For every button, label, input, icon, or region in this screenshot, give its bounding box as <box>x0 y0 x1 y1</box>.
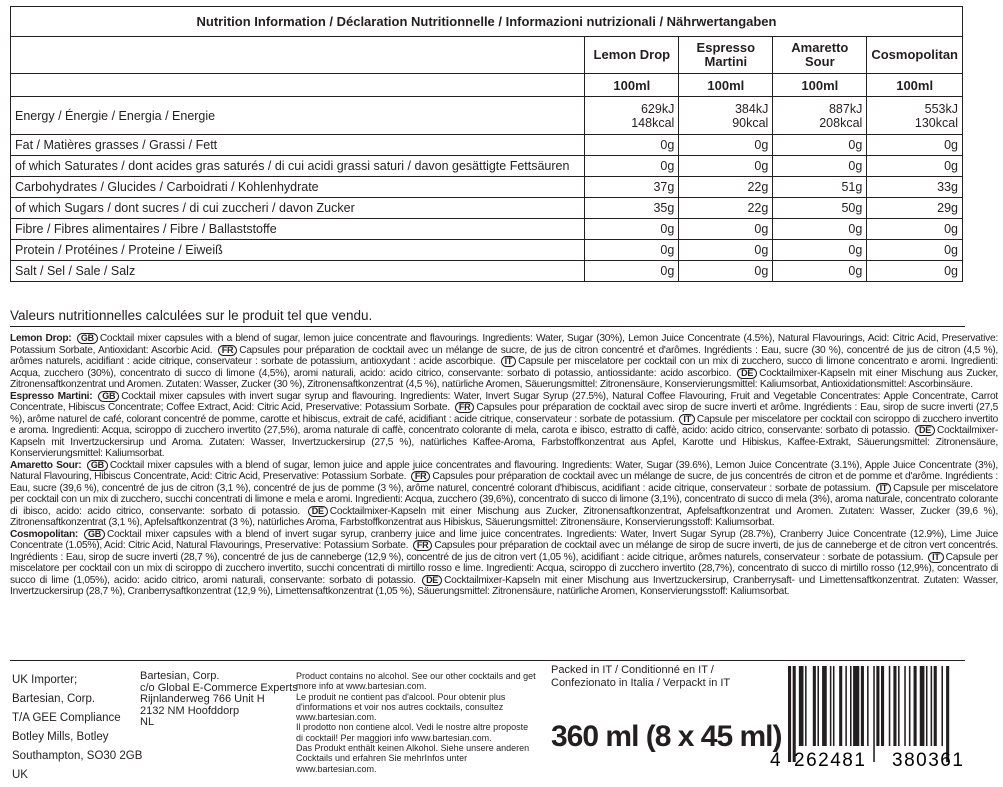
language-badge: GB <box>84 529 105 540</box>
nutrient-value: 0g <box>773 261 867 282</box>
barcode-bar <box>793 666 796 762</box>
nutrient-value: 0g <box>773 156 867 177</box>
nutrient-row <box>11 135 963 156</box>
ingredients-text: Cocktail mixer capsules with a blend of sugar, lemon juice concentrate and flavourings. Ingredients: Water, Sugar (30%), Lemon Juice Concentrate (4.5%), Natural Flavourings, Acid: Citric Acid, Preservative: Potassium Sorbate, Antioxidant: Ascorbic Acid. <box>10 333 998 356</box>
energy-value <box>867 97 963 135</box>
nutrient-value: 0g <box>867 135 963 156</box>
importer-line: Botley Mills, Botley <box>12 731 109 743</box>
ingredients-text: Cocktailmixer-Kapseln mit einer Mischung aus Zucker, Zitronensaftkonzentrat, Apfelsaftkonzentrat und Aromen. Zutaten: Wasser, Zucker (39,6 %), Zitronensaftkonzentrat (3,1 %), Apfelsaftkonzentrat (3 %), natürliches Aroma, Farbstoffkonzentrat aus Hibiskus, Säuerungsmittel: Zitronensäure, Konservierungsstoff: Kaliumsorbat. <box>10 505 998 528</box>
kj-value: 553kJ <box>924 101 958 116</box>
importer-line: Southampton, SO30 2GB <box>12 750 143 762</box>
address-line: NL <box>140 716 155 728</box>
nutrient-row <box>11 240 963 261</box>
language-badge: FR <box>413 540 433 551</box>
column-lemon-drop: Lemon Drop <box>585 37 679 74</box>
address-line: Bartesian, Corp. <box>140 670 220 682</box>
column-cosmopolitan: Cosmopolitan <box>867 37 963 74</box>
energy-value <box>679 97 773 135</box>
barcode-bar <box>845 666 847 746</box>
importer-line: Bartesian, Corp. <box>12 693 96 705</box>
ingredients-paragraph <box>10 460 998 529</box>
unit-cell: 100ml <box>679 74 773 97</box>
nutrient-value: 0g <box>585 261 679 282</box>
ingredients-text: Cocktail mixer capsules with a blend of sugar, lemon juice and apple juice concentrates and flavouring. Ingredients: Water, Sugar (39.6%), Lemon Juice Concentrate (3.1%), Apple Juice Concentrate (3%), Natural Flavouring, Hibiscus Concentrate, Acid: Citric Acid, Preservative: Potassium Sorbate. <box>10 459 998 482</box>
barcode-bar <box>850 666 852 746</box>
ingredients-text: Capsules pour préparation de cocktail avec un mélange de sucre, de jus de citron concentré et d'arômes. Ingrédients : Eau, sucre (30 %), concentré de jus de citron (4,5 %), arômes naturels, acidifiant : acide citrique, conservateur : sorbate de potassium, antioxydant : acide ascorbique. <box>10 344 998 367</box>
product-name: Amaretto Sour: <box>10 459 82 471</box>
barcode-bar <box>813 666 816 746</box>
nutrient-row <box>11 261 963 282</box>
barcode-bar <box>799 666 804 746</box>
nutrient-value: 0g <box>867 219 963 240</box>
row-label: Protein / Protéines / Proteine / Eiweiß <box>11 240 585 261</box>
barcode-bar <box>914 666 917 746</box>
nutrient-value: 51g <box>773 177 867 198</box>
header-empty <box>11 37 585 74</box>
product-name: Lemon Drop: <box>10 333 72 344</box>
language-badge: GB <box>77 333 98 344</box>
product-name: Espresso Martini: <box>10 390 93 402</box>
barcode-bar <box>893 666 896 746</box>
barcode-bar <box>861 666 864 746</box>
ingredients-text: Cocktailmixer-Kapseln mit einer Mischung aus Zucker, Zitronensaftkonzentrat und Aromen. Zutaten: Wasser, Zucker (30 %), Zitronensaftkonzentrat (4,5 %), natürliche Aromen, Säuerungsmittel: Zitronensäure, Konservierungsmittel: Kaliumsorbat, Antioxidationsmittel: Ascorbinsäure. <box>10 367 999 390</box>
barcode-digits-left: 262481 <box>794 750 867 770</box>
barcode-bar <box>867 666 869 746</box>
energy-row <box>11 97 963 135</box>
ingredients-text: Capsule per miscelatore per cocktail con un mix di zucchero, succhi concentrati di limone e mela e aromi. Ingredienti: Acqua, zucchero (39,6%), concentrato di succo di limone (3,1%), concentrato di succo di mela (3%), aroma naturale, concentrato colorante di ibisco, acido: acido citrico, conservante: sorbato di potassio. <box>10 482 998 517</box>
product-name: Cosmopolitan: <box>10 528 79 540</box>
barcode-bar <box>889 666 891 746</box>
language-badge: DE <box>915 425 935 436</box>
language-badge: IT <box>679 414 695 425</box>
ingredients-paragraph <box>10 391 998 460</box>
nutrient-row <box>11 198 963 219</box>
row-label: Fibre / Fibres alimentaires / Fibre / Ballaststoffe <box>11 219 585 240</box>
nutrient-value: 0g <box>773 240 867 261</box>
ingredients-text: Capsules pour préparation de cocktail avec un mélange de sirop de sucre inverti, de jus de canneberge et de citron vert concentrés. Ingrédients : Eau, sirop de sucre inverti (28,7 %), concentré de jus de canneberge (12,9 %), concentré de jus de citron vert (1,05 %), acidifiant : acide citrique, arômes naturels, conservateur : sorbate de potassium. <box>10 540 998 563</box>
nutrient-row <box>11 219 963 240</box>
language-badge: DE <box>737 368 757 379</box>
nutrient-value: 0g <box>867 240 963 261</box>
energy-value <box>585 97 679 135</box>
ingredients-text: Capsules pour préparation de cocktail avec un mélange de sucre, de jus concentrés de citron et de pomme et d'arôme. Ingrédients : Eau, sucre (39,6 %), concentré de jus de citron (3,1 %), concentré de jus de pomme (3 %), arôme naturel, concentré colorant d'hibiscus, acidifiant : acide citrique, conservateur : sorbate de potassium. <box>10 471 998 494</box>
barcode-bar <box>822 666 827 746</box>
nutrient-value: 22g <box>679 198 773 219</box>
importer-line: UK Importer; <box>12 674 78 686</box>
nutrient-value: 0g <box>679 261 773 282</box>
nutrient-row <box>11 156 963 177</box>
row-label: Carbohydrates / Glucides / Carboidrati / Kohlenhydrate <box>11 177 585 198</box>
unit-cell: 100ml <box>585 74 679 97</box>
barcode-bar <box>931 666 933 746</box>
barcode-bar <box>909 666 911 746</box>
barcode-bar <box>873 666 875 762</box>
unit-empty <box>11 74 585 97</box>
ingredients-paragraph <box>10 529 998 598</box>
nutrient-value: 0g <box>773 219 867 240</box>
nutrient-value: 0g <box>679 240 773 261</box>
nutrient-value: 0g <box>679 135 773 156</box>
language-badge: DE <box>308 506 328 517</box>
row-label: Salt / Sel / Sale / Salz <box>11 261 585 282</box>
kj-value: 887kJ <box>828 101 863 116</box>
barcode-digits-right: 380361 <box>892 750 965 770</box>
nutrient-value: 0g <box>585 240 679 261</box>
notes-line: Das Produkt enthält keinen Alkohol. Siehe unsere anderen Cocktails und erfahren Sie mehrInfos unter www.bartesian.com. <box>296 743 530 774</box>
column-espresso-martini: Espresso Martini <box>679 37 773 74</box>
kcal-value: 208kcal <box>819 115 863 130</box>
nutrient-value: 50g <box>773 198 867 219</box>
notes-line: Il prodotto non contiene alcol. Vedi le nostre altre proposte di cocktail! Per maggiori info www.bartesian.com. <box>296 722 529 743</box>
ingredients-text: Capsule per miscelatore per cocktail con un mix di sciroppo di zucchero invertito, succhi concentrati di mirtillo rosso e lime. Ingredienti: Acqua, sciroppo di zucchero invertito (28,7%), concentrato di succo di mirtillo rosso (12,9%), concentrato di succo di lime (1,05%), acido: acido citrico, aromi naturali, conservante: sorbato di potassio. <box>10 551 998 586</box>
ingredients-text: Cocktailmixer-Kapseln mit Invertzuckersirup und Aroma. Zutaten: Wasser, Invertzuckersirup (27,5 %), natürliches Kaffee-Aroma, Farbstoffkonzentrat aus Apfel, Karotte und Hibiskus, Kaffee-Extrakt, Säuerungsmittel: Zitronensäure, Konservierungsmittel: Kaliumsorbat. <box>10 425 998 459</box>
row-label: of which Sugars / dont sucres / di cui zuccheri / davon Zucker <box>11 198 585 219</box>
energy-value <box>773 97 867 135</box>
ingredients-text: Capsules pour préparation de cocktail avec sirop de sucre inverti et arôme. Ingrédients : Eau, sirop de sucre inverti (27,5 %), arôme naturel de café, colorant concentré de pomme, carotte et hibiscus, extrait de café, acidifiant : acide citrique, conservateur : sorbate de potassium. <box>10 402 998 425</box>
importer-line: T/A GEE Compliance <box>12 712 121 724</box>
nutrient-row <box>11 177 963 198</box>
notes-line: Le produit ne contient pas d'alcool. Pour obtenir plus d'informations et voir nos autres cocktails, consultez www.bartesian.com. <box>296 691 506 723</box>
language-badge: IT <box>928 552 944 563</box>
row-label: Energy / Énergie / Energia / Energie <box>11 97 585 135</box>
barcode-bar <box>926 666 928 746</box>
unit-cell: 100ml <box>867 74 963 97</box>
barcode <box>768 666 993 770</box>
barcode-bar <box>805 666 807 746</box>
kcal-value: 90kcal <box>732 115 769 130</box>
divider <box>10 326 965 327</box>
nutrient-value: 0g <box>773 135 867 156</box>
address-line: c/o Global E-Commerce Experts <box>140 681 298 694</box>
barcode-bar <box>898 666 900 746</box>
barcode-bar <box>934 666 937 746</box>
barcode-bar <box>946 666 949 762</box>
barcode-bars <box>788 666 949 762</box>
ingredients-paragraph <box>10 333 998 391</box>
language-badge: FR <box>218 345 238 356</box>
nutrient-value: 35g <box>585 198 679 219</box>
nutrient-value: 22g <box>679 177 773 198</box>
calculation-note: Valeurs nutritionnelles calculées sur le produit tel que vendu. <box>10 308 373 323</box>
barcode-bar <box>817 666 819 746</box>
barcode-bar <box>830 666 832 746</box>
barcode-bar <box>881 666 884 746</box>
kj-value: 629kJ <box>640 101 675 116</box>
ingredients-text: Cocktailmixer-Kapseln mit einer Mischung aus Invertzuckersirup, Cranberrysaft- und Limettensaftkonzentrat. Zutaten: Wasser, Invertzuckersirup (28,7 %), Cranberrysaftkonzentrat (12,9 %), Limettensaftkonzentrat (1,05 %), Säuerungsmittel: Zitronensäure, natürliche Aromen, Konservierungsstoff: Kaliumsorbat. <box>10 574 999 597</box>
nutrition-table <box>10 6 963 282</box>
kj-value: 384kJ <box>734 101 769 116</box>
alcohol-notes <box>296 671 536 774</box>
nutrient-value: 33g <box>867 177 963 198</box>
net-volume: 360 ml (8 x 45 ml) <box>551 720 782 753</box>
packed-in: Packed in IT / Conditionné en IT / Confezionato in Italia / Verpackt in IT <box>551 664 731 689</box>
kcal-value: 148kcal <box>631 115 675 130</box>
barcode-bar <box>876 666 879 746</box>
importer-address <box>12 671 142 785</box>
importer-line: UK <box>12 769 28 781</box>
ingredients-block <box>10 333 998 598</box>
nutrient-value: 37g <box>585 177 679 198</box>
eu-address <box>140 671 298 729</box>
column-amaretto-sour: Amaretto Sour <box>773 37 867 74</box>
nutrient-value: 0g <box>867 261 963 282</box>
nutrient-value: 0g <box>585 219 679 240</box>
barcode-bar <box>788 666 791 762</box>
divider <box>10 660 965 661</box>
ingredients-text: Capsule per miscelatore per cocktail con sciroppo di zucchero invertito e aroma. Ingredienti: Acqua, sciroppo di zucchero invertito (27,5%), aroma naturale di caffè, concentrato colorante di mela, carota e ibisco, estratto di caffè, acido: acido citrico, conservante: sorbato di potassio. <box>10 413 998 436</box>
nutrient-value: 0g <box>585 156 679 177</box>
address-line: 2132 NM Hoofddorp <box>140 704 240 717</box>
nutrient-value: 0g <box>679 156 773 177</box>
language-badge: FR <box>455 402 475 413</box>
nutrient-value: 0g <box>867 156 963 177</box>
barcode-bar <box>904 666 906 746</box>
notes-line: Product contains no alcohol. See our other cocktails and get more info at www.bartesian.com. <box>296 671 536 692</box>
nutrient-value: 0g <box>585 135 679 156</box>
row-label: of which Saturates / dont acides gras saturés / di cui acidi grassi saturi / davon gesättigte Fettsäuren <box>11 156 585 177</box>
language-badge: DE <box>422 575 442 586</box>
barcode-bar <box>920 666 925 746</box>
ingredients-text: Cocktail mixer capsules with invert sugar syrup and flavouring. Ingredients: Water, Invert Sugar Syrup (27.5%), Natural Coffee Flavouring, Fruit and Vegetable Concentrates: Apple Concentrate, Carrot Concentrate, Hibiscus Concentrate; Coffee Extract, Acid: Citric Acid, Preservative: Potassium Sorbate. <box>10 390 998 413</box>
nutrient-value: 29g <box>867 198 963 219</box>
ingredients-text: Cocktail mixer capsules with a blend of invert sugar syrup, cranberry juice and lime juice concentrates. Ingredients: Water, Invert Sugar Syrup (28.7%), Cranberry Juice Concentrate (12.9%), Lime Juice Concentrate (1.05%), Acid: Citric Acid, Natural Flavourings, Preservative: Potassium Sorbate. <box>10 528 998 551</box>
barcode-bar <box>839 666 842 746</box>
address-line: Rijnlanderweg 766 Unit H <box>140 693 265 705</box>
language-badge: IT <box>876 483 892 494</box>
language-badge: GB <box>98 391 119 402</box>
barcode-bar <box>833 666 835 746</box>
ingredients-text: Capsule per miscelatore per cocktail con un mix di zucchero, succo di limone concentrato e aromi. Ingredienti: Acqua, zucchero (30%), concentrato di succo di limone (4,5%), aromi naturali, acido: acido citrico, conservante: sorbato di potassio, antiossidante: acido ascorbico. <box>10 356 998 379</box>
language-badge: FR <box>411 471 431 482</box>
barcode-bar <box>853 666 859 746</box>
barcode-digit-prefix: 4 <box>770 750 781 770</box>
nutrition-title: Nutrition Information / Déclaration Nutritionnelle / Informazioni nutrizionali / Nährwertangaben <box>11 7 963 37</box>
row-label: Fat / Matières grasses / Grassi / Fett <box>11 135 585 156</box>
kcal-value: 130kcal <box>914 115 958 130</box>
language-badge: GB <box>87 460 108 471</box>
nutrient-value: 0g <box>679 219 773 240</box>
barcode-bar <box>941 666 943 746</box>
unit-cell: 100ml <box>773 74 867 97</box>
language-badge: IT <box>501 356 517 367</box>
